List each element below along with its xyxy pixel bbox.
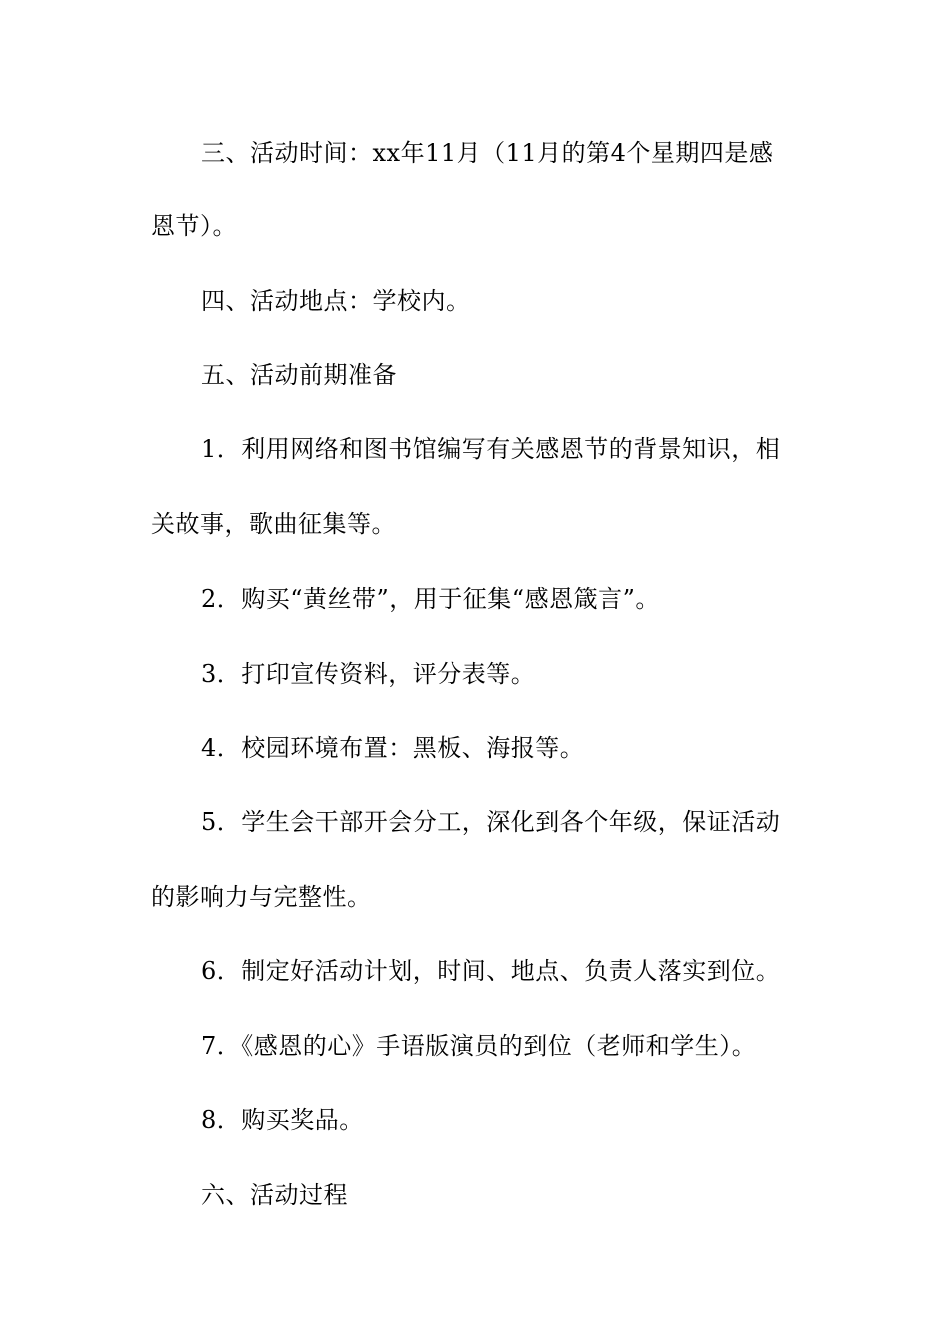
section-3-time-line-2: 恩节）。 [151, 212, 237, 240]
prep-item-1-line-1: 1．利用网络和图书馆编写有关感恩节的背景知识，相 [201, 435, 781, 463]
prep-item-7: 7．《感恩的心》手语版演员的到位（老师和学生）。 [201, 1032, 757, 1060]
prep-item-5-line-1: 5．学生会干部开会分工，深化到各个年级，保证活动 [201, 808, 781, 836]
section-5-heading: 五、活动前期准备 [201, 361, 397, 389]
prep-item-1-line-2: 关故事，歌曲征集等。 [151, 510, 396, 538]
prep-item-4: 4．校园环境布置：黑板、海报等。 [201, 734, 585, 762]
prep-item-5-line-2: 的影响力与完整性。 [151, 883, 372, 911]
section-4-location: 四、活动地点：学校内。 [201, 287, 471, 315]
prep-item-2: 2．购买“黄丝带”，用于征集“感恩箴言”。 [201, 585, 660, 613]
prep-item-6: 6．制定好活动计划，时间、地点、负责人落实到位。 [201, 957, 781, 985]
section-3-time-line-1: 三、活动时间：xx年11月（11月的第4个星期四是感 [201, 139, 774, 167]
prep-item-8: 8．购买奖品。 [201, 1106, 364, 1134]
prep-item-3: 3．打印宣传资料，评分表等。 [201, 660, 536, 688]
section-6-heading: 六、活动过程 [201, 1181, 348, 1209]
